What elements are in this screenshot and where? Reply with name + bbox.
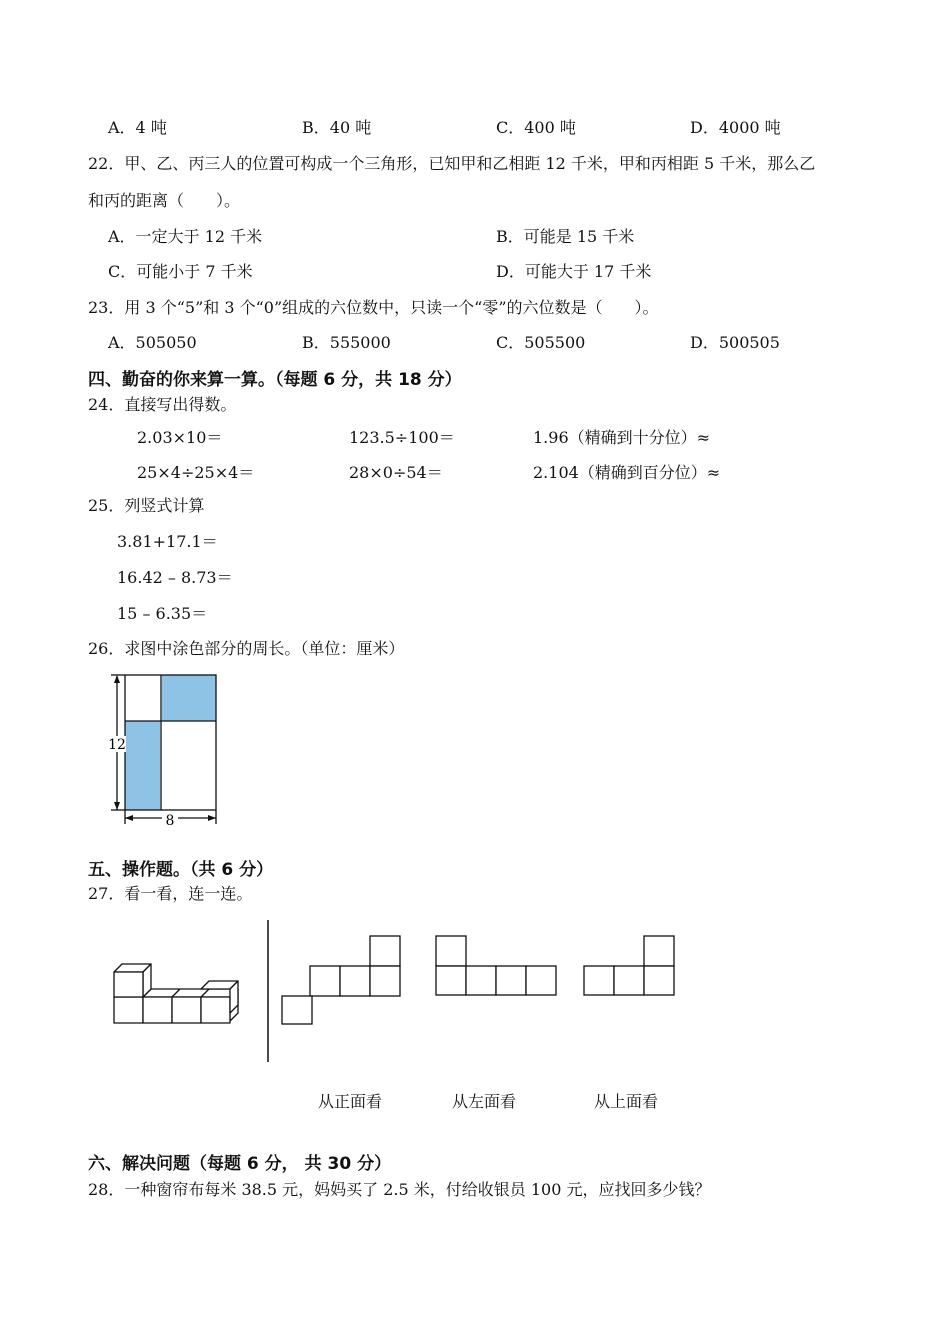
q24-item-2: 123.5÷100＝ [349,428,455,447]
q23-option-c: C．505500 [496,333,586,352]
q22-option-c: C．可能小于 7 千米 [108,262,253,281]
height-label: 12 [108,737,126,753]
q24-text: 24．直接写出得数。 [88,395,237,414]
shaded-strip [125,721,160,810]
q23-text: 23．用 3 个“5”和 3 个“0”组成的六位数中，只读一个“零”的六位数是（ ）。 [88,298,659,317]
section5-title: 五、操作题。（共 6 分） [88,860,274,880]
q21-option-a: A．4 吨 [108,118,167,137]
section6-title: 六、解决问题（每题 6 分， 共 30 分） [88,1154,392,1174]
q24-item-3: 1.96（精确到十分位）≈ [533,428,711,447]
q21-option-c: C．400 吨 [496,118,576,137]
q24-item-6: 2.104（精确到百分位）≈ [533,463,721,482]
section4-title: 四、勤奋的你来算一算。（每题 6 分，共 18 分） [88,370,462,390]
q27-divider [266,920,270,1065]
q23-option-b: B．555000 [302,333,391,352]
q26-figure [100,668,230,830]
q24-item-1: 2.03×10＝ [137,428,223,447]
view-label-top: 从上面看 [594,1092,659,1111]
view-label-front: 从正面看 [318,1092,383,1111]
q25-item-1: 3.81+17.1＝ [117,532,218,551]
q27-text: 27．看一看，连一连。 [88,884,253,903]
q21-option-b: B．40 吨 [302,118,372,137]
q24-item-4: 25×4÷25×4＝ [137,463,255,482]
width-label: 8 [165,813,175,829]
q27-cube-solid [108,960,248,1030]
q22-text-line1: 22．甲、乙、丙三人的位置可构成一个三角形，已知甲和乙相距 12 千米，甲和丙相距 5 千米，那么乙 [88,154,816,173]
q25-item-2: 16.42 – 8.73＝ [117,568,233,587]
q27-view-option-1 [280,934,405,1026]
q23-option-d: D．500505 [690,333,780,352]
q21-option-d: D．4000 吨 [690,118,781,137]
q23-option-a: A．505050 [108,333,197,352]
q28-text: 28．一种窗帘布每米 38.5 元，妈妈买了 2.5 米，付给收银员 100 元，应找回多少钱？ [88,1180,711,1199]
q25-text: 25．列竖式计算 [88,496,205,515]
q22-text-line2: 和丙的距离（ ）。 [88,191,241,210]
q25-item-3: 15 – 6.35＝ [117,604,208,623]
q27-view-option-3 [582,934,678,998]
q22-option-d: D．可能大于 17 千米 [496,262,652,281]
q27-view-option-2 [434,934,559,998]
q24-item-5: 28×0÷54＝ [349,463,443,482]
view-label-left: 从左面看 [452,1092,517,1111]
q22-option-a: A．一定大于 12 千米 [108,227,263,246]
q22-option-b: B．可能是 15 千米 [496,227,635,246]
q26-text: 26．求图中涂色部分的周长。（单位：厘米） [88,639,405,658]
shaded-square [162,675,216,721]
